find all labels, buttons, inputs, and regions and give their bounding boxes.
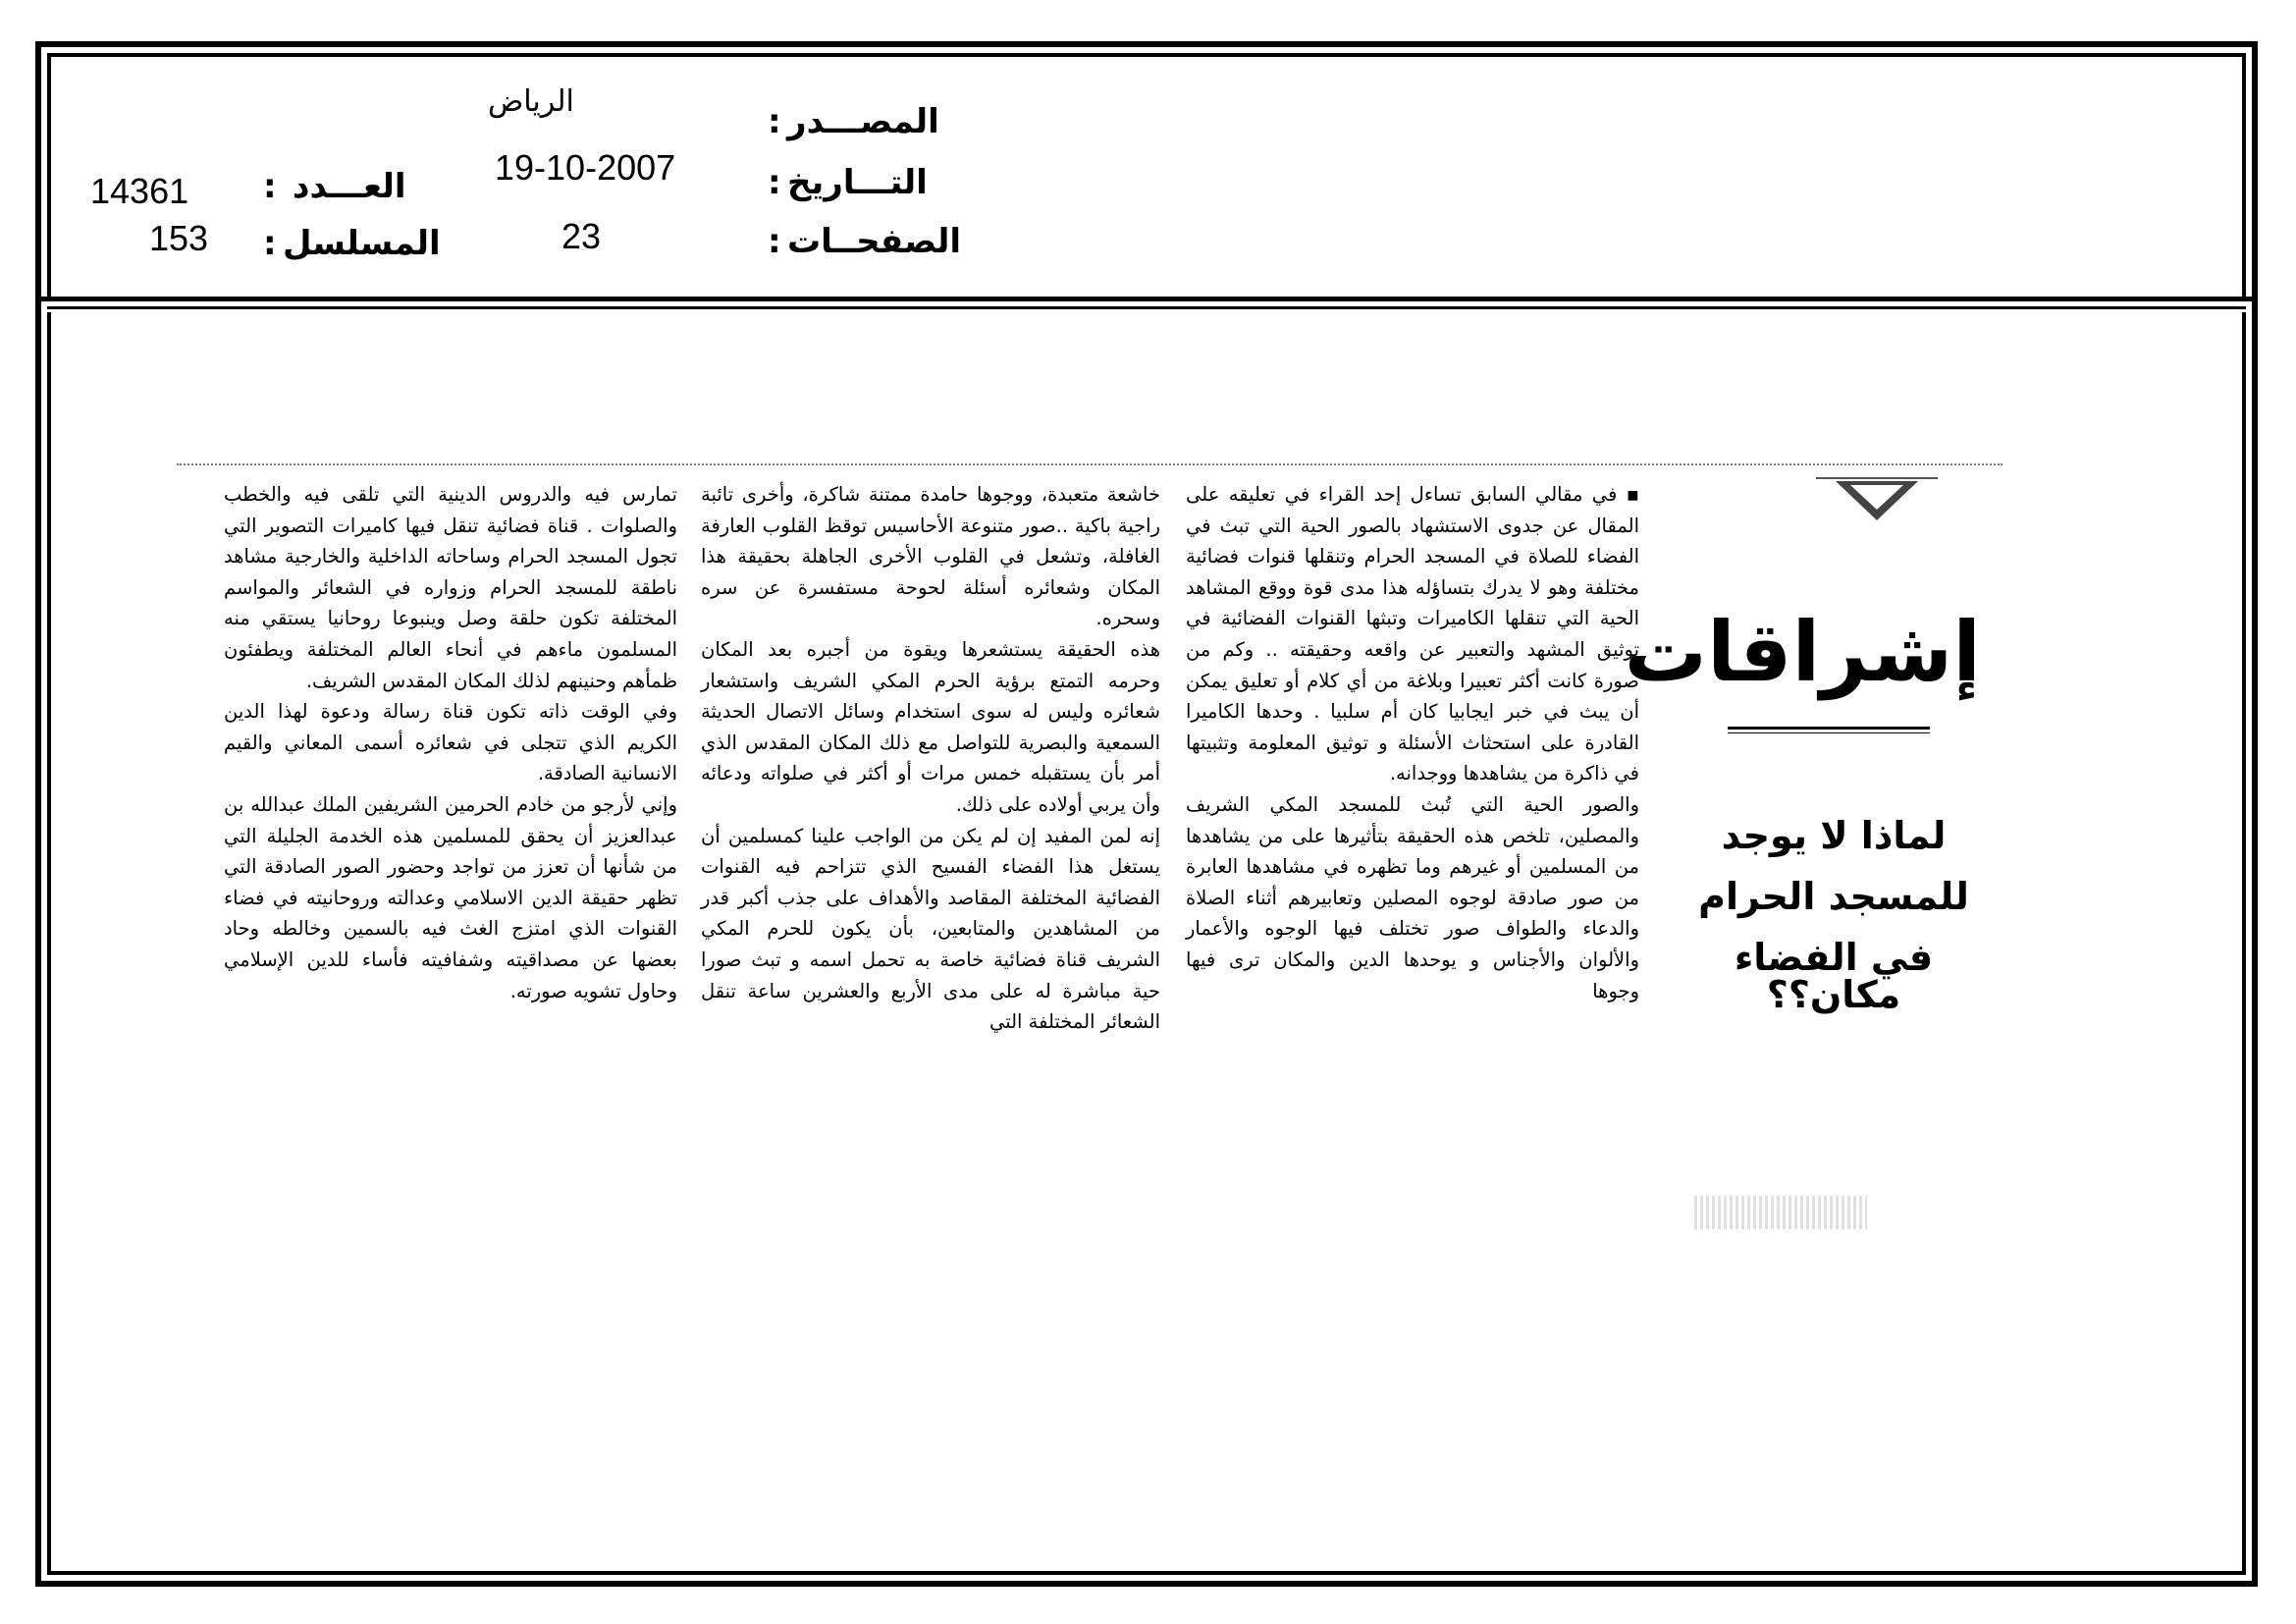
source-colon: : bbox=[768, 102, 781, 141]
paragraph: وإني لأرجو من خادم الحرمين الشريفين الملك عبدالله بن عبدالعزيز أن يحقق للمسلمين هذه الخدمة الجليلة التي من شأنها أن تعزز من تواجد وحضور الصور الصادقة التي تظهر حقيقة الدين الاسلامي وعدالته وروحانيته في فضاء القنوات الذي امتزج الغث فيه بالسمين وخالطه وحاد بعضها عن مصداقيته وشفافيته فأساء للدين الإسلامي وحاول تشويه صورته. bbox=[224, 792, 677, 1002]
header-divider bbox=[39, 297, 2254, 301]
paragraph: وفي الوقت ذاته تكون قناة رسالة ودعوة لهذا الدين الكريم الذي تتجلى في شعائره أسمى المعاني والقيم الانسانية الصادقة. bbox=[224, 700, 677, 785]
issue-label: العـــدد bbox=[293, 167, 406, 206]
issue-value: 14361 bbox=[90, 171, 189, 211]
headline-line-3: في الفضاء مكان؟؟ bbox=[1734, 936, 1934, 1016]
date-value: 19-10-2007 bbox=[495, 147, 676, 188]
section-title: إشراقات bbox=[1624, 604, 1981, 700]
header-divider-thin bbox=[47, 306, 2246, 309]
section-title-underline bbox=[1728, 727, 1930, 730]
issue-colon: : bbox=[263, 167, 277, 206]
faded-byline bbox=[1694, 1196, 1867, 1229]
paragraph: ▪ في مقالي السابق تساءل إحد القراء في تعليقه على المقال عن جدوى الاستشهاد بالصور الحية التي تبث في الفضاء للصلاة في المسجد الحرام وتنقلها قنوات فضائية مختلفة وهو لا يدرك بتساؤله هذا مدى قوة ووقع المشاهد الحية التي تنقلها الكاميرات وتبثها القنوات الفضائية في توثيق المشهد والتعبير عن واقعه وحقيقته .. وكم من صورة كانت أكثر تعبيرا وبلاغة من أي كلام أو تعليق يمكن أن يبث في خبر ايجابيا كان أم سلبيا . وحدها الكاميرا القادرة على استحثاث الأسئلة و توثيق المعلومة وتثبيتها في ذاكرة من يشاهدها ووجدانه. bbox=[1186, 483, 1639, 785]
paragraph: تمارس فيه والدروس الدينية التي تلقى فيه والخطب والصلوات . قناة فضائية تنقل فيها كاميرات التصوير التي تجول المسجد الحرام وساحاته الداخلية والخارجية مشاهد ناطقة للمسجد الحرام وزواره في الشعائر والمواسم المختلفة تكون حلقة وصل وينبوعا روحانيا يستقي منه المسلمون ماءهم في أنحاء العالم المختلفة ويطفئون ظمأهم وحنينهم لذلك المكان المقدس الشريف. bbox=[224, 483, 677, 692]
serial-colon: : bbox=[263, 224, 277, 263]
headline-line-2: للمسجد الحرام bbox=[1698, 875, 1969, 918]
article-column-3 bbox=[224, 479, 677, 1006]
pages-colon: : bbox=[768, 222, 781, 261]
pages-value: 23 bbox=[561, 216, 602, 256]
paragraph: هذه الحقيقة يستشعرها ويقوة من أجبره بعد المكان وحرمه التمتع برؤية الحرم المكي الشريف واستشعار شعائره وليس له سوى استخدام وسائل الاتصال الحديثة السمعية والبصرية للتواصل مع ذلك المكان المقدس الذي أمر بأن يستقبله خمس مرات أو أكثر في صلواته ودعائه وأن يربي أولاده على ذلك. bbox=[701, 637, 1160, 816]
source-label: المصـــدر bbox=[787, 102, 939, 141]
triangle-ornament-inner bbox=[1850, 485, 1903, 510]
paragraph: والصور الحية التي تُبث للمسجد المكي الشريف والمصلين، تلخص هذه الحقيقة بتأثيرها على من يشاهدها من المسلمين أو غيرهم وما تظهره في مشاهدها العابرة من صور صادقة لوجوه المصلين وتعابيرهم أثناء الصلاة والدعاء والطواف صور تختلف فيها الوجوه والأعمار والألوان والأجناس و يوحدها الدين والمكان ترى فيها وجوها bbox=[1186, 792, 1639, 1002]
pages-label: الصفحــات bbox=[787, 222, 962, 261]
headline-line-1: لماذا لا يوجد bbox=[1721, 814, 1947, 857]
ornament-line bbox=[1816, 477, 1938, 479]
article-column-2 bbox=[701, 479, 1160, 1038]
article-column-1 bbox=[1186, 479, 1639, 1006]
date-label: التـــاريخ bbox=[787, 163, 928, 202]
serial-value: 153 bbox=[149, 218, 209, 258]
serial-label: المسلسل bbox=[283, 224, 441, 263]
section-title-underline-thin bbox=[1728, 732, 1930, 733]
paragraph: إنه لمن المفيد إن لم يكن من الواجب علينا كمسلمين أن يستغل هذا الفضاء الفسيح الذي تتزاحم فيه القنوات الفضائية المختلفة المقاصد والأهداف على جذب أكبر قدر من المشاهدين والمتابعين، بأن يكون للحرم المكي الشريف قناة فضائية خاصة به تحمل اسمه و تبث صورا حية مباشرة له على مدى الأربع والعشرين ساعة تنقل الشعائر المختلفة التي bbox=[701, 824, 1160, 1034]
paragraph: خاشعة متعبدة، ووجوها حامدة ممتنة شاكرة، وأخرى تائبة راجية باكية ..صور متنوعة الأحاسيس توقظ القلوب العارفة الغافلة، وتشعل في القلوب الأخرى الجاهلة بحقيقة هذا المكان وشعائره أسئلة لحوحة مستفسرة عن سره وسحره. bbox=[701, 483, 1160, 630]
source-value: الرياض bbox=[488, 84, 574, 119]
clipping-top-edge bbox=[177, 463, 2002, 465]
date-colon: : bbox=[768, 163, 781, 202]
